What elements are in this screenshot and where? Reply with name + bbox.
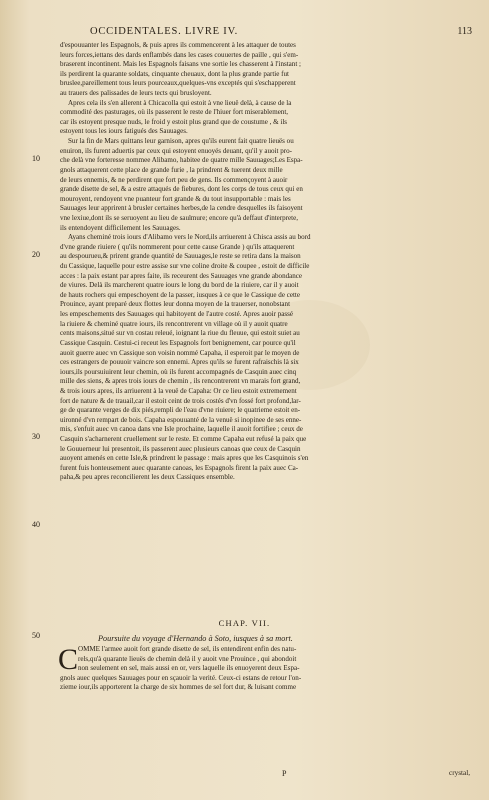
text-line: & trois iours apres, ils arriuerent à la veuë de Capaha: Or ce lieu estoit extremement xyxy=(60,386,297,395)
page-header xyxy=(80,26,472,42)
margin-line-number: 10 xyxy=(32,154,40,163)
text-line: vne lexiue,dont ils se seruoyent au lieu de saulmure; encore qu'à deffaut d'interprete, xyxy=(60,213,299,222)
text-line: mis, s'enfuit auec vn canoa dans vne Isle prochaine, laquelle il auoit fortifiee ; ceux de xyxy=(60,425,303,434)
chapter-title: Poursuite du voyage d'Hernando à Soto, iusques à sa mort. xyxy=(98,634,293,643)
text-line: d'espouuanter les Espagnols, & puis apres ils commencerent à les attaquer de toutes xyxy=(60,41,296,49)
text-line: de hauts rochers qui empeschoyent de la passer, iusques à ce que le Cassique de cette xyxy=(60,290,301,299)
text-line: fort de nature & de trauail,car il estoit ceint de trois costés d'vn fossé fort profond,lar- xyxy=(60,396,301,405)
text-line: gnols attaquerent cette place de grande furie , la prindrent & tuerent deux mille xyxy=(60,165,283,174)
text-line: ils entendoyent difficilement les Sauuages. xyxy=(60,223,181,232)
text-line: auoit guerre auec vn Cassique son voisin nommé Capaha, il esperoit par le moyen de xyxy=(60,348,300,357)
text-line: ces estrangers de pouuoir vaincre son ennemi. Apres qu'ils se furent rafraischis là six xyxy=(60,358,299,367)
margin-line-number: 40 xyxy=(32,520,40,529)
text-line: Cassique Casquin. Cestui-ci receut les Espagnols fort benignement, car pource qu'il xyxy=(60,338,296,347)
text-line: bruslee,pareillement tous leurs pourceaux,quelques-vns exceptés qui s'eschapperent xyxy=(60,79,296,88)
drop-cap: C xyxy=(58,643,79,676)
text-line: leurs forces,iettans des dards enflambés dans les cases couuertes de paille , qui s'em- xyxy=(60,50,299,59)
text-line: Ayans cheminé trois iours d'Alibamo vers le Nord,ils arriuerent à Chisca assis au bord xyxy=(68,233,311,242)
text-line: braserent incontinent. Mais les Espagnols faisans vne sortie les chasserent à l'instant ; xyxy=(60,60,301,69)
page-footer xyxy=(60,769,470,781)
text-line: Sauuages leur apprirent à brusler certaines herbes,de la cendre desquelles ils faisoyent xyxy=(60,204,303,213)
text-line: de viures. Delà ils marcherent quatre iours le long du bord de la riuiere, car il y auoit xyxy=(60,281,299,290)
text-line: du Cassique, laquelle pour estre assise sur vne coline droite & coupee , estoit de difficile xyxy=(60,262,310,271)
text-line: Prouince, ayant preparé deux flottes leur donna moyen de la trauerser, nonobstant xyxy=(60,300,291,309)
text-line: ils perdirent la quarante soldats, cinquante cheuaux, dont la plus grande partie fut xyxy=(60,69,289,78)
text-line: acces : la paix estant par apres faite, ils receurent des Sauuages vne grande abondance xyxy=(60,271,303,280)
text-line: zieme iour,ils apporterent la charge de six hommes de sel fort dur, & luisant comme xyxy=(60,683,297,692)
text-line: non seulement en sel, mais aussi en or, vers laquelle ils enuoyerent deux Espa- xyxy=(78,664,300,673)
text-line: les empeschements des Sauuages qui habitoyent de l'autre costé. Apres auoir passé xyxy=(60,310,293,319)
text-line: d'vne grande riuiere ( qu'ils nommerent pour cette cause Grande ) qu'ils attaquerent xyxy=(60,242,295,251)
text-line: estoyent tous les iours fatigués des Sauuages. xyxy=(60,127,188,136)
text-line: au despourueu,& prirent grande quantité de Sauuages,le reste se retira dans la maison xyxy=(60,252,301,261)
text-line: gnols auec quelques Sauuages pour en sçauoir la verité. Ceux-ci estans de retour l'on- xyxy=(60,673,302,682)
text-line: cents maisons,situé sur vn costau releué, ioignant la riue du fleuue, qui estoit suiet au xyxy=(60,329,300,338)
text-line: paha,& peu apres reconcilierent les deux Cassiques ensemble. xyxy=(60,473,235,482)
text-line: Apres cela ils s'en allerent à Chicacolla qui estoit à vne lieuë delà, à cause de la xyxy=(68,98,292,107)
text-line: OMME l'armee auoit fort grande disette de sel, ils entendirent enfin des natu- xyxy=(78,645,297,653)
running-head: OCCIDENTALES. LIVRE IV. xyxy=(90,26,239,37)
chapter-body xyxy=(60,645,470,693)
text-line: mouroyent, rendoyent vne puanteur fort grande & du tout insupportable : mais les xyxy=(60,194,291,203)
text-line: de leurs ennemis, & ne perdirent que fort peu de gens. Ils commençoyent à auoir xyxy=(60,175,288,184)
page-number: 113 xyxy=(457,26,472,37)
signature-mark: P xyxy=(282,769,287,778)
text-line: grande disette de sel, & a estre attaqués de fiebures, dont les corps de tous ceux qui en xyxy=(60,185,303,194)
catchword: crystal, xyxy=(449,769,470,777)
text-line: commodité des pasturages, où ils passerent le reste de l'hiuer fort miserablement, xyxy=(60,108,289,117)
text-line: le Gouuerneur lui presentoit, ils passerent auec plusieurs canoas que ceux de Casquin xyxy=(60,444,301,453)
text-line: la riuiere & cheminé quatre iours, ils rencontrerent vn village où il y auoit quatre xyxy=(60,319,288,328)
text-line: auoyent amenés en cette Isle,& prindrent le passage : mais apres que les Casquinois s'en xyxy=(60,454,309,463)
margin-line-number: 20 xyxy=(32,250,40,259)
body-text xyxy=(60,41,470,483)
text-line: ge de quarante verges de dix piés,rempli de l'eau d'vne riuiere; le quatrieme estoit en- xyxy=(60,406,301,415)
text-line: mille des siens, & apres trois iours de chemin , ils rencontrerent vn marais fort grand, xyxy=(60,377,301,386)
text-line: rels,qu'à quarante lieuës de chemin delà il y auoit vne Prouince , qui abondoit xyxy=(78,654,297,663)
margin-line-number: 30 xyxy=(32,432,40,441)
text-line: enuiron, ils furent aduertis par ceux qui estoyent enuoyés deuant, qu'il y auoit pro- xyxy=(60,146,292,155)
text-line: che delà vne forteresse nommee Alibamo, habitee de quatre mille Sauuages;Les Espa- xyxy=(60,156,303,165)
text-line: car ils estoyent presque nuds, le froid y estoit plus grand que de coustume , & ils xyxy=(60,117,288,126)
text-line: Sur la fin de Mars quittans leur garnison, apres qu'ils eurent fait quatre lieuës ou xyxy=(68,137,294,146)
text-line: furent fuis honteusement auec quarante canoas, les Espagnols firent la paix auec Ca- xyxy=(60,463,299,472)
chapter-heading: CHAP. VII. xyxy=(218,618,271,628)
text-line: Casquin s'acharnerent cruellement sur le reste. Et comme Capaha eut refusé la paix que xyxy=(60,434,307,443)
text-line: au trauers des palissades de leurs tects qui brusloyent. xyxy=(60,89,212,98)
text-line: iours,ils poursuiuirent leur chemin, où ils furent accompagnés de Casquin auec cinq xyxy=(60,367,297,376)
text-line: uironné d'vn rempart de bois. Capaha espouuanté de la venuë si inopinee de ses enne- xyxy=(60,415,302,424)
margin-line-number: 50 xyxy=(32,631,40,640)
